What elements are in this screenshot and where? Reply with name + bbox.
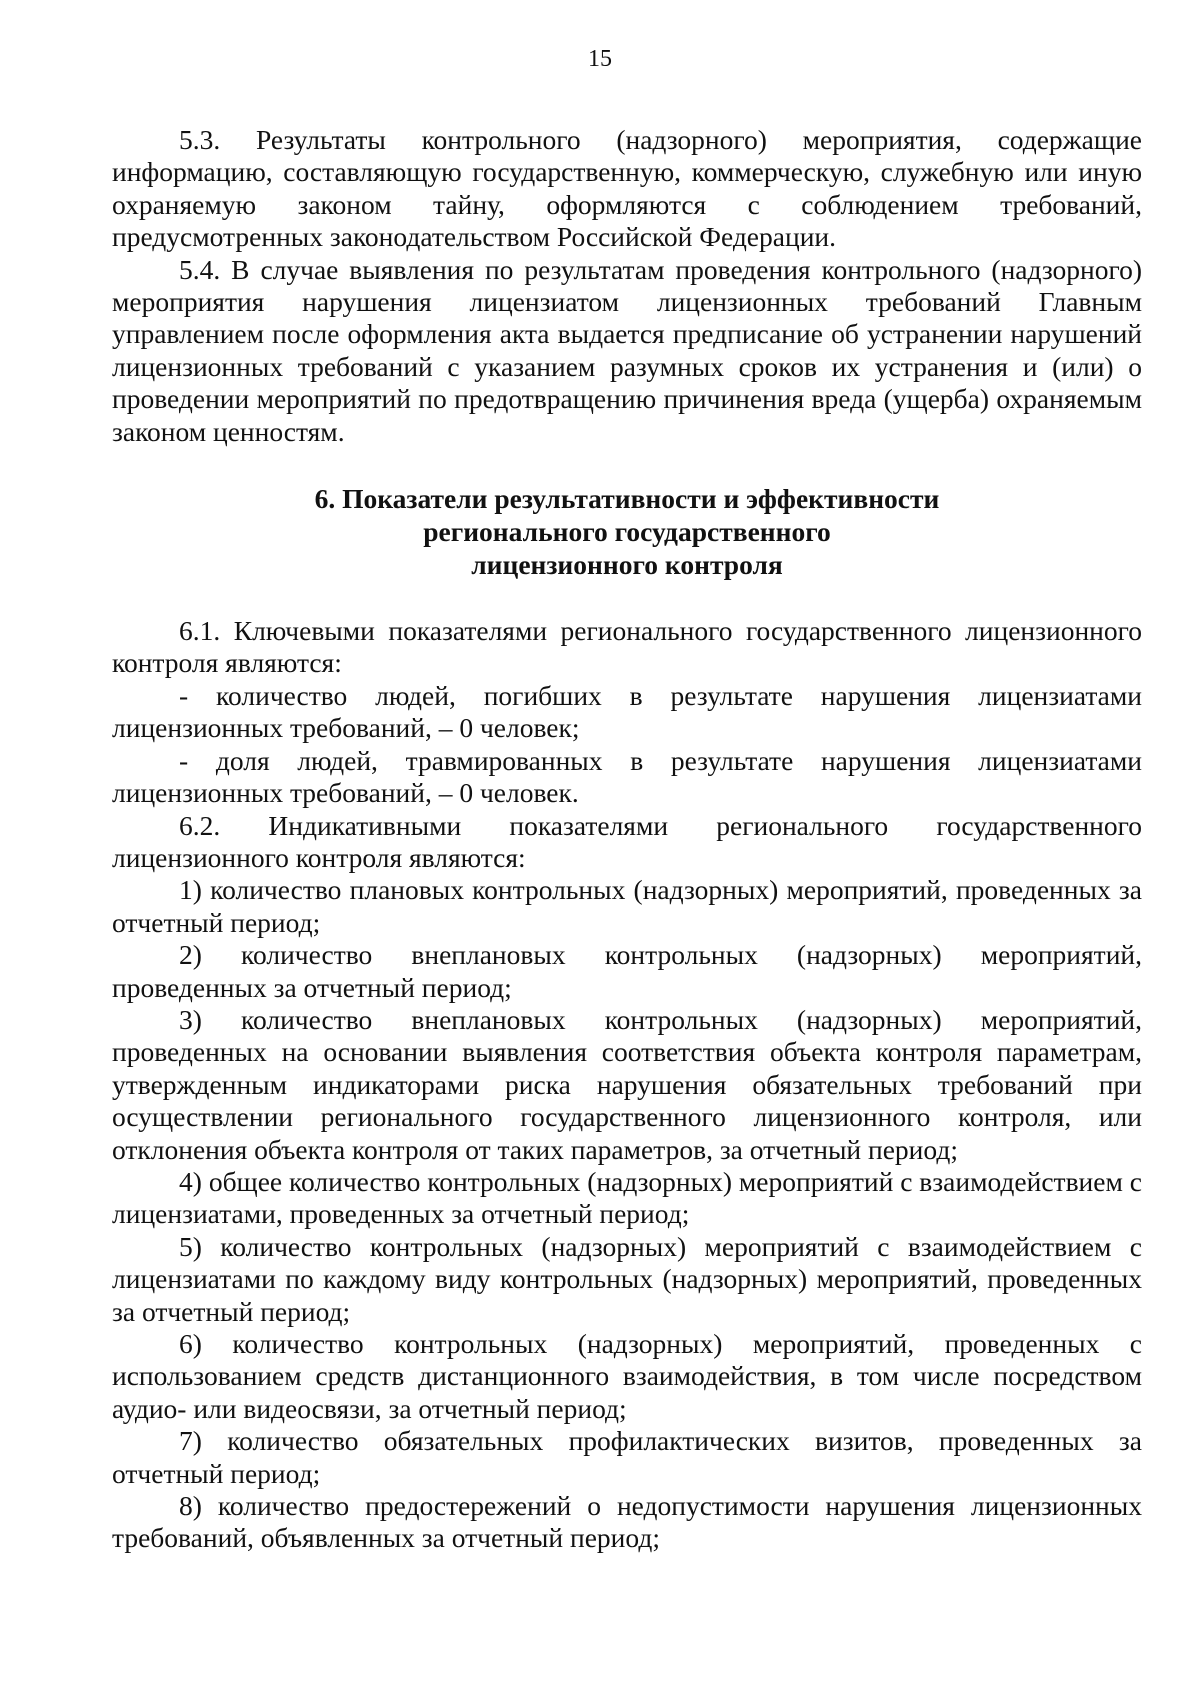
indicative-indicator-item: 4) общее количество контрольных (надзорных) мероприятий с взаимодействием с лицензиатами, проведенных за отчетный период; (112, 1165, 1142, 1230)
indicative-indicator-item: 5) количество контрольных (надзорных) мероприятий с взаимодействием с лицензиатами по каждому виду контрольных (надзорных) мероприятий, проведенных за отчетный период; (112, 1230, 1142, 1327)
paragraph-6-1: 6.1. Ключевыми показателями регионального государственного лицензионного контроля являются: (112, 615, 1142, 679)
section-6-heading-line: лицензионного контроля (471, 549, 783, 581)
indicative-indicator-item: 2) количество внеплановых контрольных (надзорных) мероприятий, проведенных за отчетный период; (112, 939, 1142, 1003)
paragraph-5-4: 5.4. В случае выявления по результатам проведения контрольного (надзорного) мероприятия нарушения лицензиатом лицензионных требований Главным управлением после оформления акта выдается предписание об устранении нарушений лицензионных требований с указанием разумных сроков их устранения и (или) о проведении мероприятий по предотвращению причинения вреда (ущерба) охраняемым законом ценностям. (112, 253, 1142, 447)
indicative-indicator-item: 3) количество внеплановых контрольных (надзорных) мероприятий, проведенных на основании выявления соответствия объекта контроля параметрам, утвержденным индикаторами риска нарушения обязательных требований при осуществлении регионального государственного лицензионного контроля, или отклонения объекта контроля от таких параметров, за отчетный период; (112, 1003, 1142, 1165)
indicative-indicator-item: 1) количество плановых контрольных (надзорных) мероприятий, проведенных за отчетный период; (112, 874, 1142, 938)
document-body (112, 124, 1142, 1555)
paragraph-5-3: 5.3. Результаты контрольного (надзорного) мероприятия, содержащие информацию, составляющую государственную, коммерческую, служебную или иную охраняемую законом тайну, оформляются с соблюдением требований, предусмотренных законодательством Российской Федерации. (112, 124, 1142, 253)
paragraph-6-2: 6.2. Индикативными показателями регионального государственного лицензионного контроля являются: (112, 809, 1142, 873)
key-indicator-item: - доля людей, травмированных в результате нарушения лицензиатами лицензионных требований, – 0 человек. (112, 744, 1142, 809)
section-6-heading (112, 482, 1142, 581)
indicative-indicator-item: 6) количество контрольных (надзорных) мероприятий, проведенных с использованием средств дистанционного взаимодействия, в том числе посредством аудио- или видеосвязи, за отчетный период; (112, 1328, 1142, 1424)
indicative-indicator-item: 7) количество обязательных профилактических визитов, проведенных за отчетный период; (112, 1425, 1142, 1489)
indicative-indicator-item: 8) количество предостережений о недопустимости нарушения лицензионных требований, объявленных за отчетный период; (112, 1490, 1142, 1554)
key-indicator-item: - количество людей, погибших в результате нарушения лицензиатами лицензионных требований, – 0 человек; (112, 679, 1142, 744)
section-6-heading-line: регионального государственного (423, 516, 831, 548)
page-number: 15 (588, 46, 612, 72)
section-6-heading-line: 6. Показатели результативности и эффективности (314, 483, 940, 515)
